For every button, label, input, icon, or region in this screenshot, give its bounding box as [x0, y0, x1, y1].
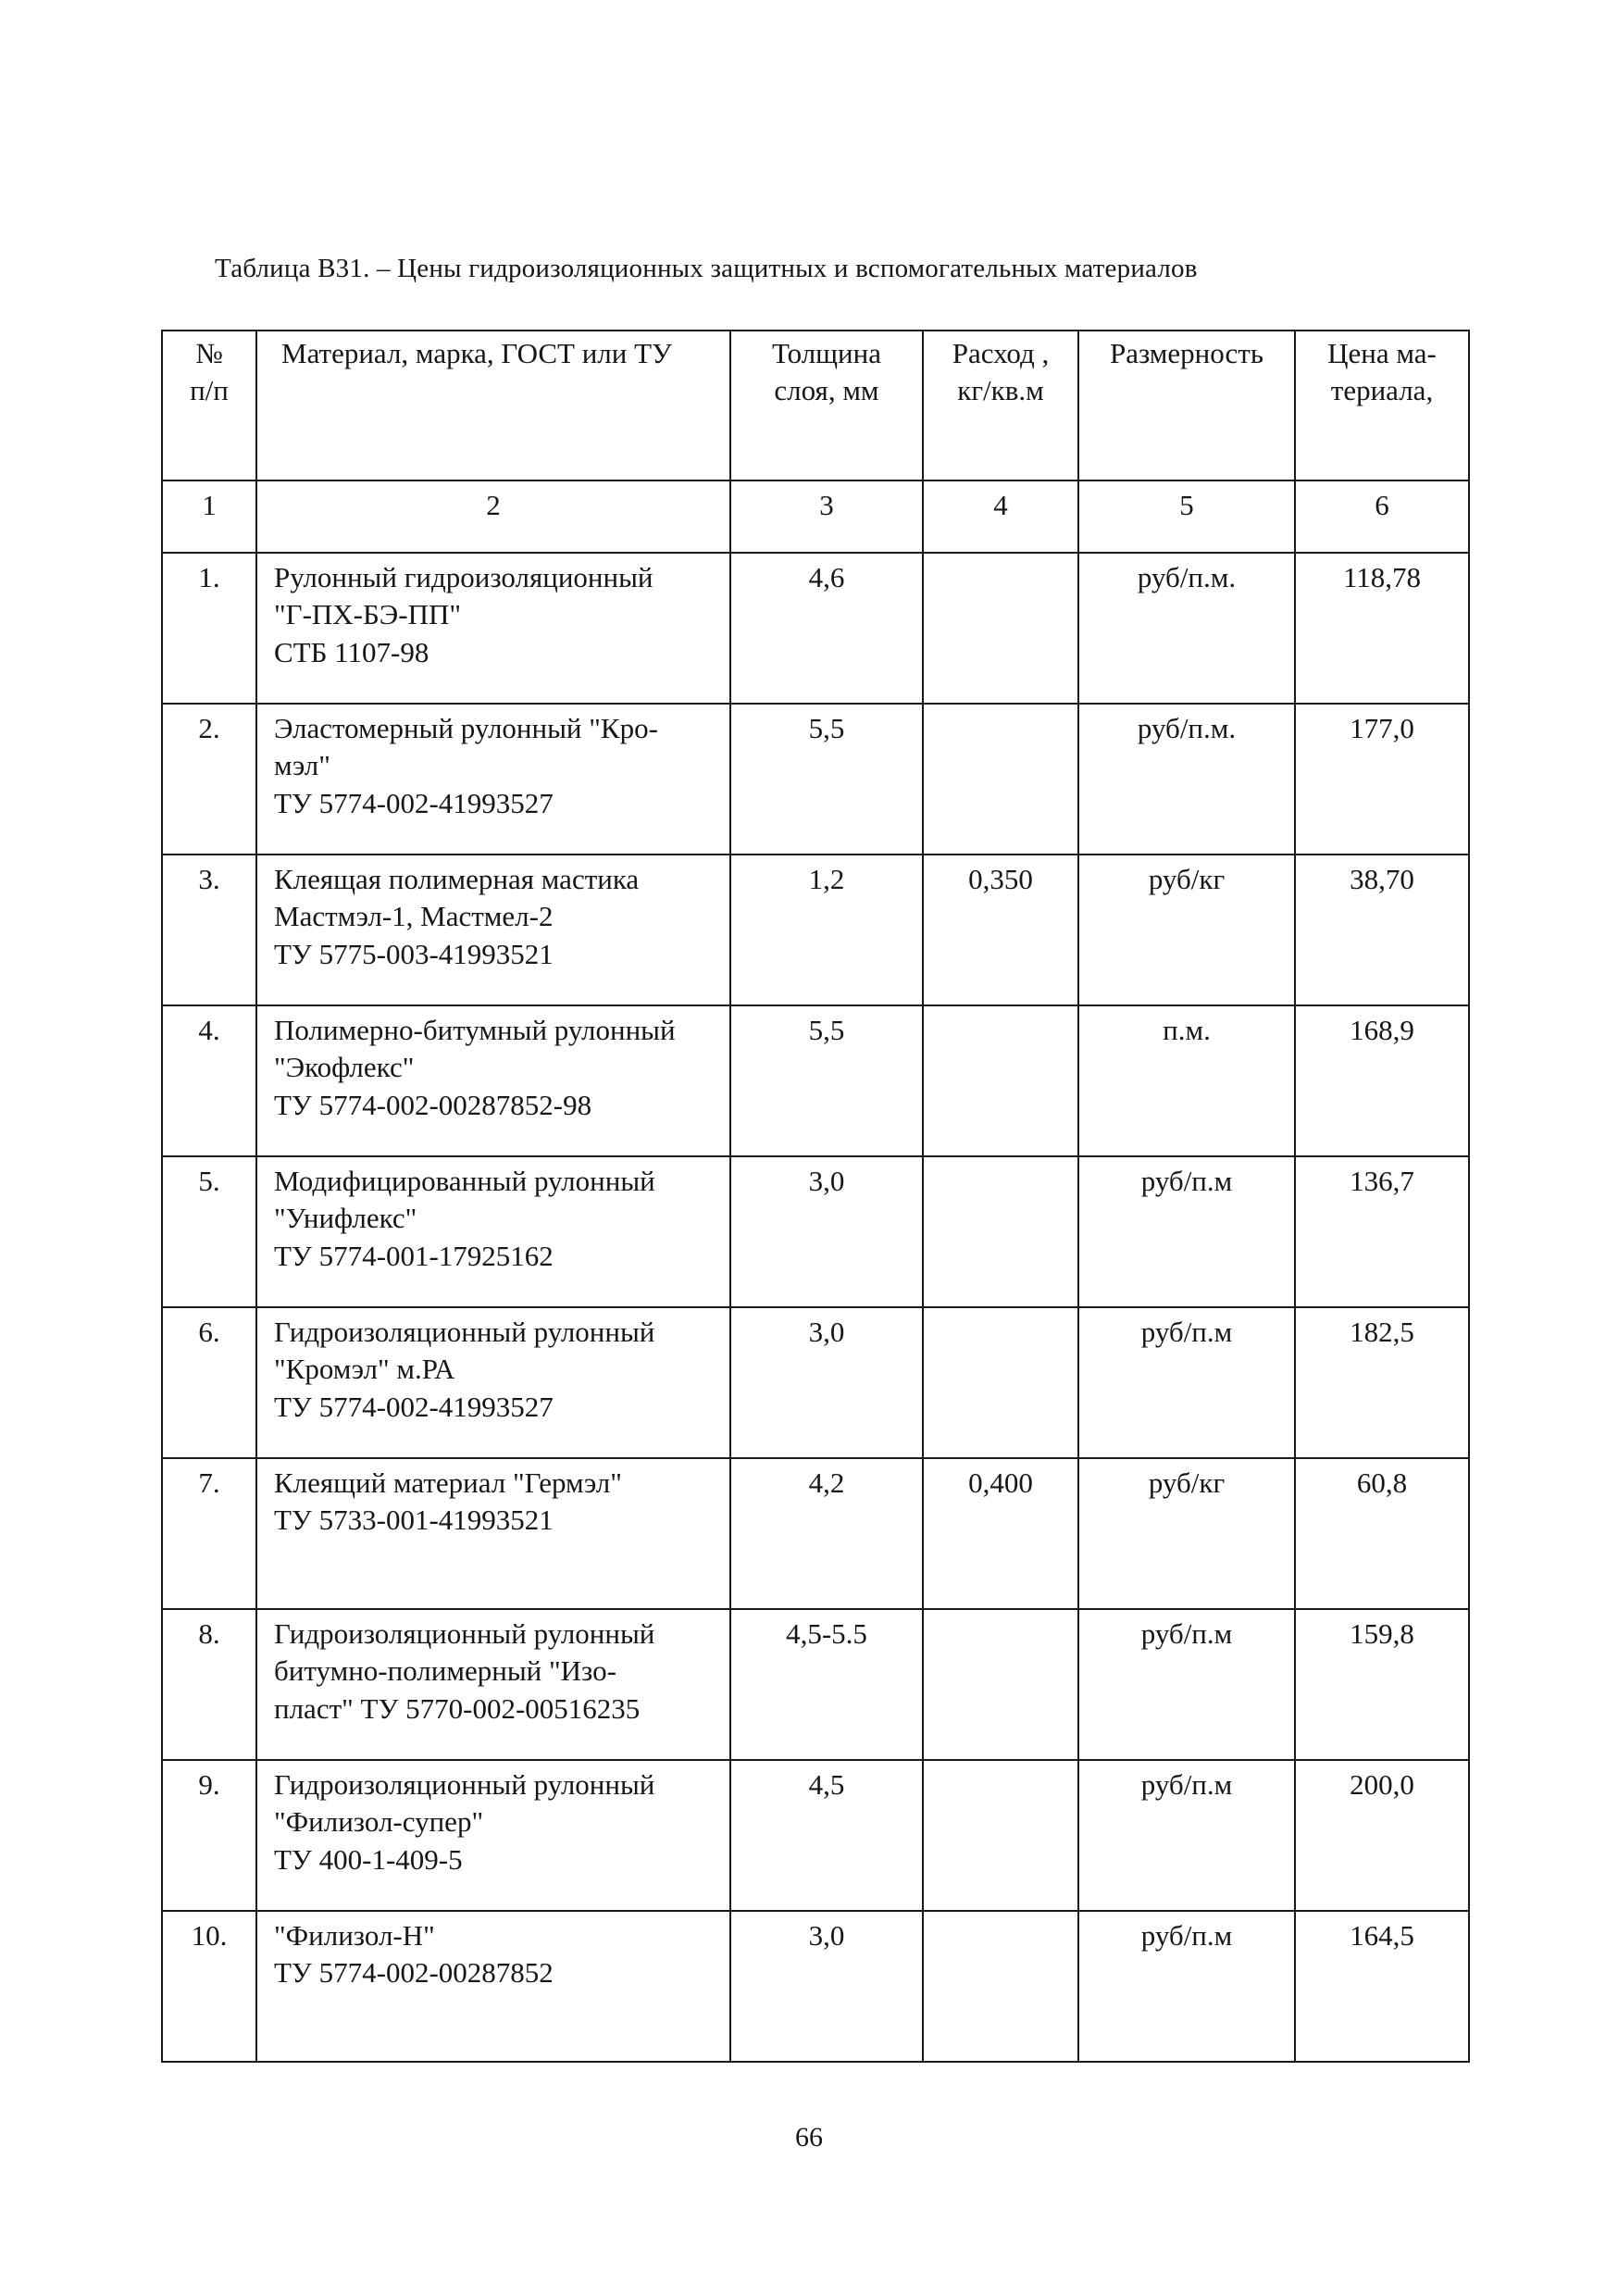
header-thickness-line: слоя, мм — [774, 374, 879, 407]
table-row — [162, 855, 1469, 1005]
table-row — [162, 1156, 1469, 1307]
unit-cell: руб/п.м — [1078, 1156, 1295, 1307]
material-line: битумно-полимерный "Изо- — [274, 1654, 616, 1688]
material-line: пласт" ТУ 5770-002-00516235 — [274, 1691, 641, 1725]
row-number-cell: 6. — [162, 1307, 256, 1458]
thickness-cell: 3,0 — [730, 1307, 923, 1458]
header-consumption-line: кг/кв.м — [957, 374, 1044, 407]
material-line: Клеящая полимерная мастика — [274, 863, 640, 895]
price-cell: 118,78 — [1295, 553, 1469, 704]
price-cell: 182,5 — [1295, 1307, 1469, 1458]
unit-cell: руб/п.м — [1078, 1911, 1295, 2062]
table-row — [162, 1307, 1469, 1458]
material-line: Эластомерный рулонный "Кро- — [274, 712, 658, 744]
material-line: ТУ 5775-003-41993521 — [274, 937, 554, 970]
table-row — [162, 1911, 1469, 2062]
page-number: 66 — [795, 2122, 823, 2152]
material-line: Модифицированный рулонный — [274, 1165, 655, 1197]
header-unit-line: Размерность — [1110, 337, 1263, 369]
price-cell: 168,9 — [1295, 1005, 1469, 1156]
consumption-cell — [923, 1156, 1078, 1307]
thickness-cell: 4,5 — [730, 1760, 923, 1911]
material-cell — [256, 1458, 730, 1609]
material-line: ТУ 400-1-409-5 — [274, 1842, 463, 1876]
unit-cell: руб/п.м — [1078, 1760, 1295, 1911]
header-consumption — [923, 331, 1078, 480]
consumption-cell — [923, 553, 1078, 704]
row-number-cell: 2. — [162, 704, 256, 855]
header-price-line: териала, — [1330, 374, 1434, 407]
material-line: мэл" — [274, 749, 330, 782]
thickness-cell: 5,5 — [730, 1005, 923, 1156]
material-line: Мастмэл-1, Мастмел-2 — [274, 900, 554, 933]
table-caption: Таблица В31. – Цены гидроизоляционных защитных и вспомогательных материалов — [215, 254, 1198, 283]
material-cell — [256, 553, 730, 704]
material-cell — [256, 1005, 730, 1156]
material-line: "Г-ПХ-БЭ-ПП" — [274, 598, 462, 631]
row-number-cell: 4. — [162, 1005, 256, 1156]
thickness-cell: 4,6 — [730, 553, 923, 704]
material-line: Клеящий материал "Гермэл" — [274, 1466, 622, 1499]
material-cell — [256, 1760, 730, 1911]
table-row — [162, 1760, 1469, 1911]
material-line: ТУ 5774-002-41993527 — [274, 1390, 554, 1423]
material-line: Гидроизоляционный рулонный — [274, 1316, 655, 1348]
price-cell: 164,5 — [1295, 1911, 1469, 2062]
consumption-cell — [923, 1307, 1078, 1458]
row-number-cell: 5. — [162, 1156, 256, 1307]
material-line: ТУ 5774-002-00287852-98 — [274, 1088, 592, 1121]
unit-cell: руб/п.м — [1078, 1307, 1295, 1458]
material-line: ТУ 5774-002-41993527 — [274, 786, 554, 819]
unit-cell: руб/кг — [1078, 1458, 1295, 1609]
unit-cell: п.м. — [1078, 1005, 1295, 1156]
row-number-cell: 7. — [162, 1458, 256, 1609]
price-cell: 200,0 — [1295, 1760, 1469, 1911]
column-number: 3 — [730, 480, 923, 553]
material-line: Полимерно-битумный рулонный — [274, 1014, 676, 1046]
consumption-cell — [923, 1005, 1078, 1156]
table-row — [162, 553, 1469, 704]
row-number-cell: 8. — [162, 1609, 256, 1760]
header-price-line: Цена ма- — [1327, 337, 1437, 369]
material-line: Гидроизоляционный рулонный — [274, 1768, 655, 1801]
consumption-cell — [923, 704, 1078, 855]
thickness-cell: 3,0 — [730, 1156, 923, 1307]
material-line: "Кромэл" м.РА — [274, 1353, 455, 1386]
row-number-cell: 3. — [162, 855, 256, 1005]
material-line: ТУ 5774-001-17925162 — [274, 1239, 554, 1272]
column-number: 5 — [1078, 480, 1295, 553]
consumption-cell — [923, 1760, 1078, 1911]
row-number-cell: 1. — [162, 553, 256, 704]
unit-cell: руб/кг — [1078, 855, 1295, 1005]
column-number: 2 — [256, 480, 730, 553]
table-header-row — [162, 331, 1469, 480]
consumption-cell: 0,350 — [923, 855, 1078, 1005]
column-number-row — [162, 480, 1469, 553]
material-cell — [256, 1911, 730, 2062]
header-material-line: Материал, марка, ГОСТ или ТУ — [281, 337, 672, 369]
header-material — [256, 331, 730, 480]
thickness-cell: 3,0 — [730, 1911, 923, 2062]
column-number: 6 — [1295, 480, 1469, 553]
table-row — [162, 1458, 1469, 1609]
material-line: "Филизол-Н" — [274, 1919, 435, 1952]
price-cell: 136,7 — [1295, 1156, 1469, 1307]
price-cell: 60,8 — [1295, 1458, 1469, 1609]
material-line: "Филизол-супер" — [274, 1805, 484, 1839]
thickness-cell: 4,2 — [730, 1458, 923, 1609]
thickness-cell: 1,2 — [730, 855, 923, 1005]
header-no-line: № — [195, 337, 223, 369]
column-number: 1 — [162, 480, 256, 553]
material-cell — [256, 1609, 730, 1760]
header-no — [162, 331, 256, 480]
header-price — [1295, 331, 1469, 480]
consumption-cell — [923, 1911, 1078, 2062]
consumption-cell: 0,400 — [923, 1458, 1078, 1609]
unit-cell: руб/п.м. — [1078, 704, 1295, 855]
material-line: СТБ 1107-98 — [274, 635, 429, 668]
material-cell — [256, 855, 730, 1005]
row-number-cell: 9. — [162, 1760, 256, 1911]
price-table — [161, 330, 1470, 2063]
table-row — [162, 1005, 1469, 1156]
unit-cell: руб/п.м. — [1078, 553, 1295, 704]
material-line: ТУ 5774-002-00287852 — [274, 1956, 554, 1990]
material-line: "Унифлекс" — [274, 1202, 417, 1235]
thickness-cell: 5,5 — [730, 704, 923, 855]
unit-cell: руб/п.м — [1078, 1609, 1295, 1760]
header-consumption-line: Расход , — [952, 337, 1050, 369]
consumption-cell — [923, 1609, 1078, 1760]
row-number-cell: 10. — [162, 1911, 256, 2062]
column-number: 4 — [923, 480, 1078, 553]
table-row — [162, 1609, 1469, 1760]
material-cell — [256, 1156, 730, 1307]
thickness-cell: 4,5-5.5 — [730, 1609, 923, 1760]
material-line: "Экофлекс" — [274, 1051, 415, 1084]
price-cell: 38,70 — [1295, 855, 1469, 1005]
price-cell: 177,0 — [1295, 704, 1469, 855]
header-thickness-line: Толщина — [772, 337, 881, 369]
material-cell — [256, 1307, 730, 1458]
price-cell: 159,8 — [1295, 1609, 1469, 1760]
header-unit — [1078, 331, 1295, 480]
material-line: Рулонный гидроизоляционный — [274, 561, 653, 593]
header-thickness — [730, 331, 923, 480]
material-line: Гидроизоляционный рулонный — [274, 1617, 655, 1650]
table-row — [162, 704, 1469, 855]
material-cell — [256, 704, 730, 855]
material-line: ТУ 5733-001-41993521 — [274, 1504, 554, 1537]
header-no-line: п/п — [190, 374, 229, 407]
